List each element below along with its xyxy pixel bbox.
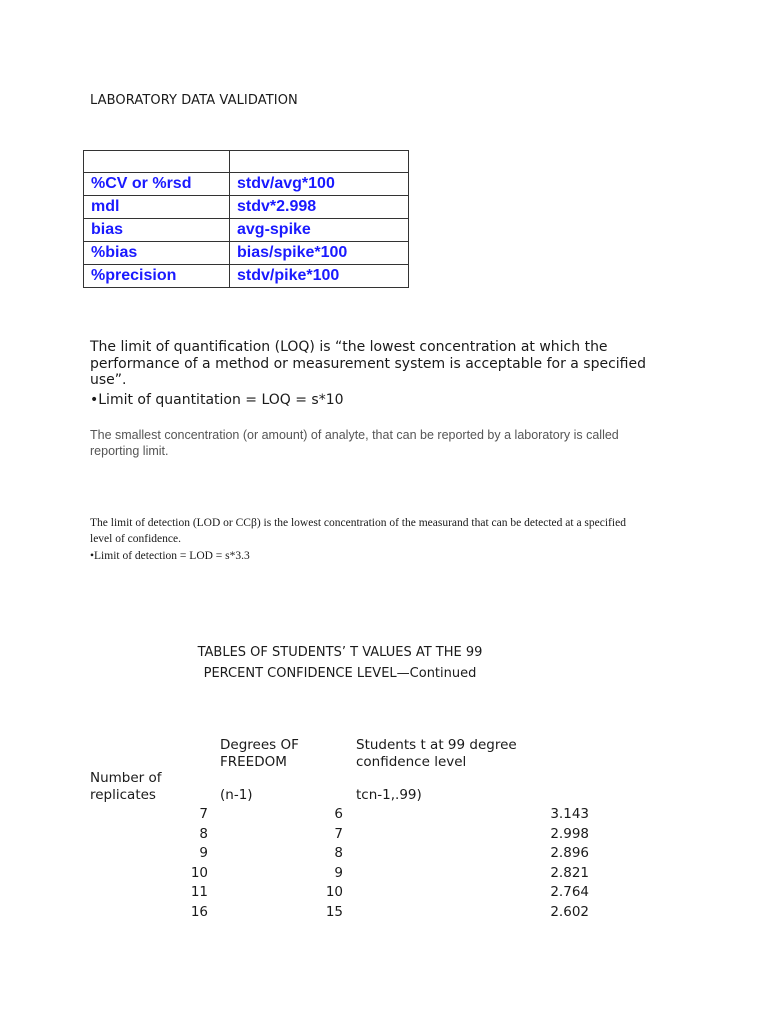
t-value-cell: 2.998 bbox=[550, 825, 589, 842]
lod-definition: The limit of detection (LOD or CCβ) is the lowest concentration of the measurand that can be detected at a specified level of confidence. bbox=[90, 517, 626, 545]
formula-expression: stdv/pike*100 bbox=[230, 265, 409, 288]
column-header-degrees-of-freedom: Degrees OF FREEDOM bbox=[220, 737, 299, 770]
formula-row bbox=[84, 265, 409, 288]
formula-table-header-row bbox=[84, 151, 409, 173]
formula-expression: avg-spike bbox=[230, 219, 409, 242]
replicates-cell: 11 bbox=[190, 884, 208, 900]
formula-row bbox=[84, 173, 409, 196]
column-header-students-t: Students t at 99 degree confidence level bbox=[356, 737, 517, 770]
table-row bbox=[0, 884, 768, 904]
column-header-replicates: Number of replicates bbox=[90, 770, 162, 803]
formula-row bbox=[84, 196, 409, 219]
table-row bbox=[0, 904, 768, 924]
replicates-cell: 7 bbox=[199, 806, 208, 822]
t-value-cell: 2.896 bbox=[550, 845, 589, 861]
replicates-cell: 16 bbox=[190, 903, 208, 920]
dof-cell: 6 bbox=[334, 806, 343, 822]
formula-expression: stdv/avg*100 bbox=[230, 173, 409, 196]
formula-row bbox=[84, 219, 409, 242]
lod-formula: •Limit of detection = LOD = s*3.3 bbox=[90, 550, 250, 562]
table-row bbox=[0, 845, 768, 865]
replicates-cell: 10 bbox=[190, 864, 208, 881]
t-table-title-line: PERCENT CONFIDENCE LEVEL—Continued bbox=[203, 666, 477, 681]
formula-row bbox=[84, 242, 409, 265]
table-row bbox=[0, 806, 768, 826]
formula-expression: stdv*2.998 bbox=[230, 196, 409, 219]
table-row bbox=[0, 826, 768, 846]
table-row bbox=[0, 865, 768, 885]
t-value-cell: 2.821 bbox=[550, 864, 589, 881]
formula-term: %bias bbox=[84, 242, 230, 265]
column-subheader-n-minus-1: (n-1) bbox=[220, 787, 253, 803]
formula-term: bias bbox=[84, 219, 230, 242]
formula-term: mdl bbox=[84, 196, 230, 219]
formula-table-header-cell bbox=[84, 151, 230, 173]
dof-cell: 8 bbox=[334, 845, 343, 861]
formula-table-header-cell bbox=[230, 151, 409, 173]
formula-expression: bias/spike*100 bbox=[230, 242, 409, 265]
dof-cell: 9 bbox=[334, 864, 343, 881]
t-table-title-line: TABLES OF STUDENTS’ T VALUES AT THE 99 bbox=[197, 645, 483, 660]
replicates-cell: 8 bbox=[199, 825, 208, 842]
t-value-cell: 2.764 bbox=[550, 884, 589, 900]
dof-cell: 10 bbox=[325, 884, 343, 900]
replicates-cell: 9 bbox=[199, 845, 208, 861]
t-table-title bbox=[180, 642, 500, 684]
dof-cell: 7 bbox=[334, 825, 343, 842]
t-value-cell: 3.143 bbox=[550, 806, 589, 822]
loq-formula: •Limit of quantitation = LOQ = s*10 bbox=[90, 392, 344, 408]
reporting-limit-definition: The smallest concentration (or amount) of analyte, that can be reported by a laboratory is called reporting limit. bbox=[90, 428, 619, 458]
t-values-table bbox=[0, 806, 768, 923]
loq-definition: The limit of quantification (LOQ) is “the lowest concentration at which the performance of a method or measurement system is acceptable for a specified use”. bbox=[90, 339, 647, 388]
formula-term: %CV or %rsd bbox=[84, 173, 230, 196]
column-subheader-tcn: tcn-1,.99) bbox=[356, 787, 422, 803]
formula-table bbox=[83, 150, 409, 288]
t-value-cell: 2.602 bbox=[550, 903, 589, 920]
formula-term: %precision bbox=[84, 265, 230, 288]
document-title: LABORATORY DATA VALIDATION bbox=[90, 93, 298, 108]
dof-cell: 15 bbox=[325, 903, 343, 920]
